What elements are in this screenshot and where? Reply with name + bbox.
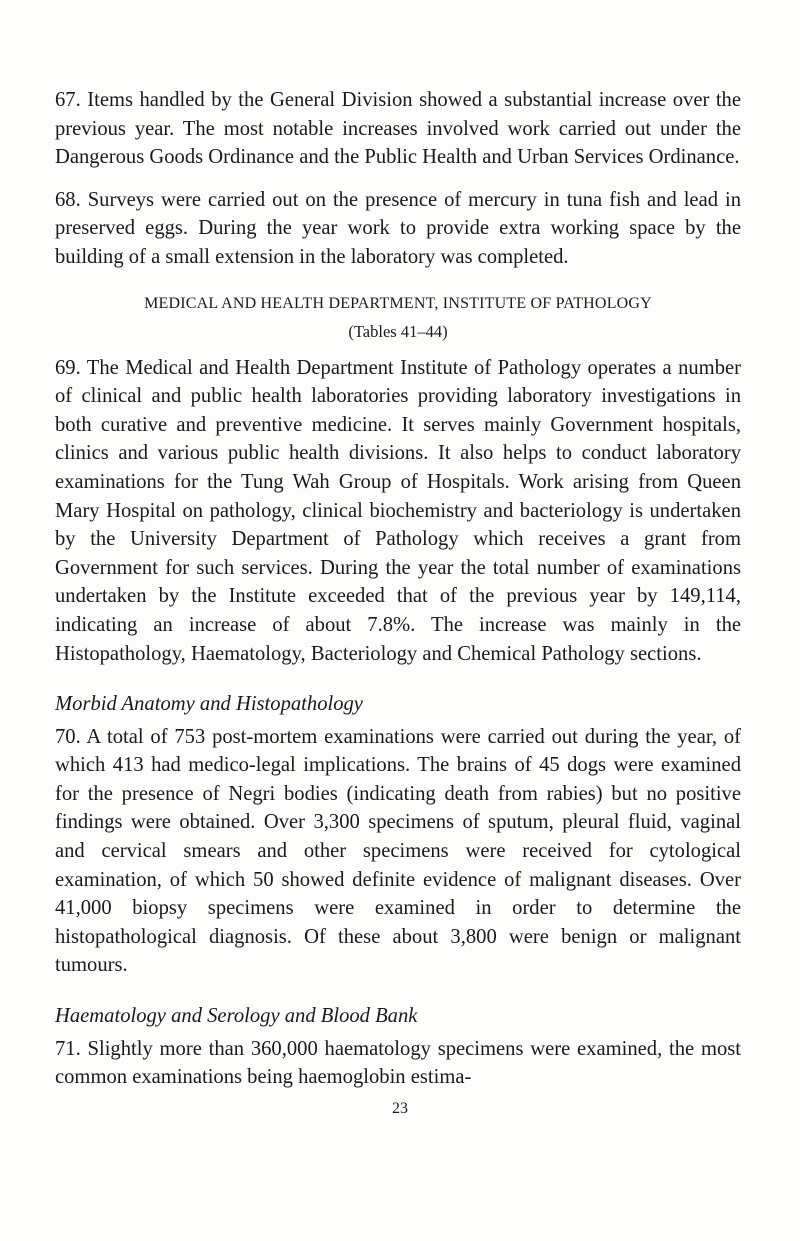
- subsection-title-haematology: Haematology and Serology and Blood Bank: [55, 1005, 418, 1028]
- paragraph-70: 70. A total of 753 post-mortem examinations were carried out during the year, of which 413 had medico-legal implications. The brains of 45 dogs were examined for the presence of Negri bodies (indicating death from rabies) but no positive findings were obtained. Over 3,300 specimens of sputum, pleural fluid, vaginal and cervical smears and other specimens were received for cytological examination, of which 50 showed definite evidence of malignant diseases. Over 41,000 biopsy specimens were examined in order to determine the histopathological diagnosis. Of these about 3,800 were benign or malignant tumours.: [55, 725, 741, 977]
- paragraph-69: 69. The Medical and Health Department Institute of Pathology operates a number of clinical and public health laboratories providing laboratory investigations in both curative and preventive medicine. It serves mainly Government hospitals, clinics and various public health divisions. It also helps to conduct laboratory examinations for the Tung Wah Group of Hospitals. Work arising from Queen Mary Hospital on pathology, clinical biochemistry and bacteriology is undertaken by the University Department of Pathology which receives a grant from Government for such services. During the year the total number of examinations undertaken by the Institute exceeded that of the previous year by 149,114, indicating an increase of about 7.8%. The increase was mainly in the Histopathology, Haematology, Bacteriology and Chemical Pathology sections.: [55, 356, 741, 665]
- tables-reference: (Tables 41–44): [348, 321, 448, 341]
- subsection-title-morbid-anatomy: Morbid Anatomy and Histopathology: [55, 693, 363, 716]
- paragraph-71: 71. Slightly more than 360,000 haematology specimens were examined, the most common examinations being haemoglobin estima-: [55, 1037, 741, 1089]
- paragraph-68: 68. Surveys were carried out on the presence of mercury in tuna fish and lead in preserved eggs. During the year work to provide extra working space by the building of a small extension in the laboratory was completed.: [55, 188, 741, 268]
- section-heading-institute: MEDICAL AND HEALTH DEPARTMENT, INSTITUTE OF PATHOLOGY: [144, 294, 652, 312]
- paragraph-67: 67. Items handled by the General Division showed a substantial increase over the previous year. The most notable increases involved work carried out under the Dangerous Goods Ordinance and the Public Health and Urban Services Ordinance.: [55, 89, 741, 169]
- document-page: [55, 86, 741, 1106]
- page-number: 23: [392, 1100, 408, 1117]
